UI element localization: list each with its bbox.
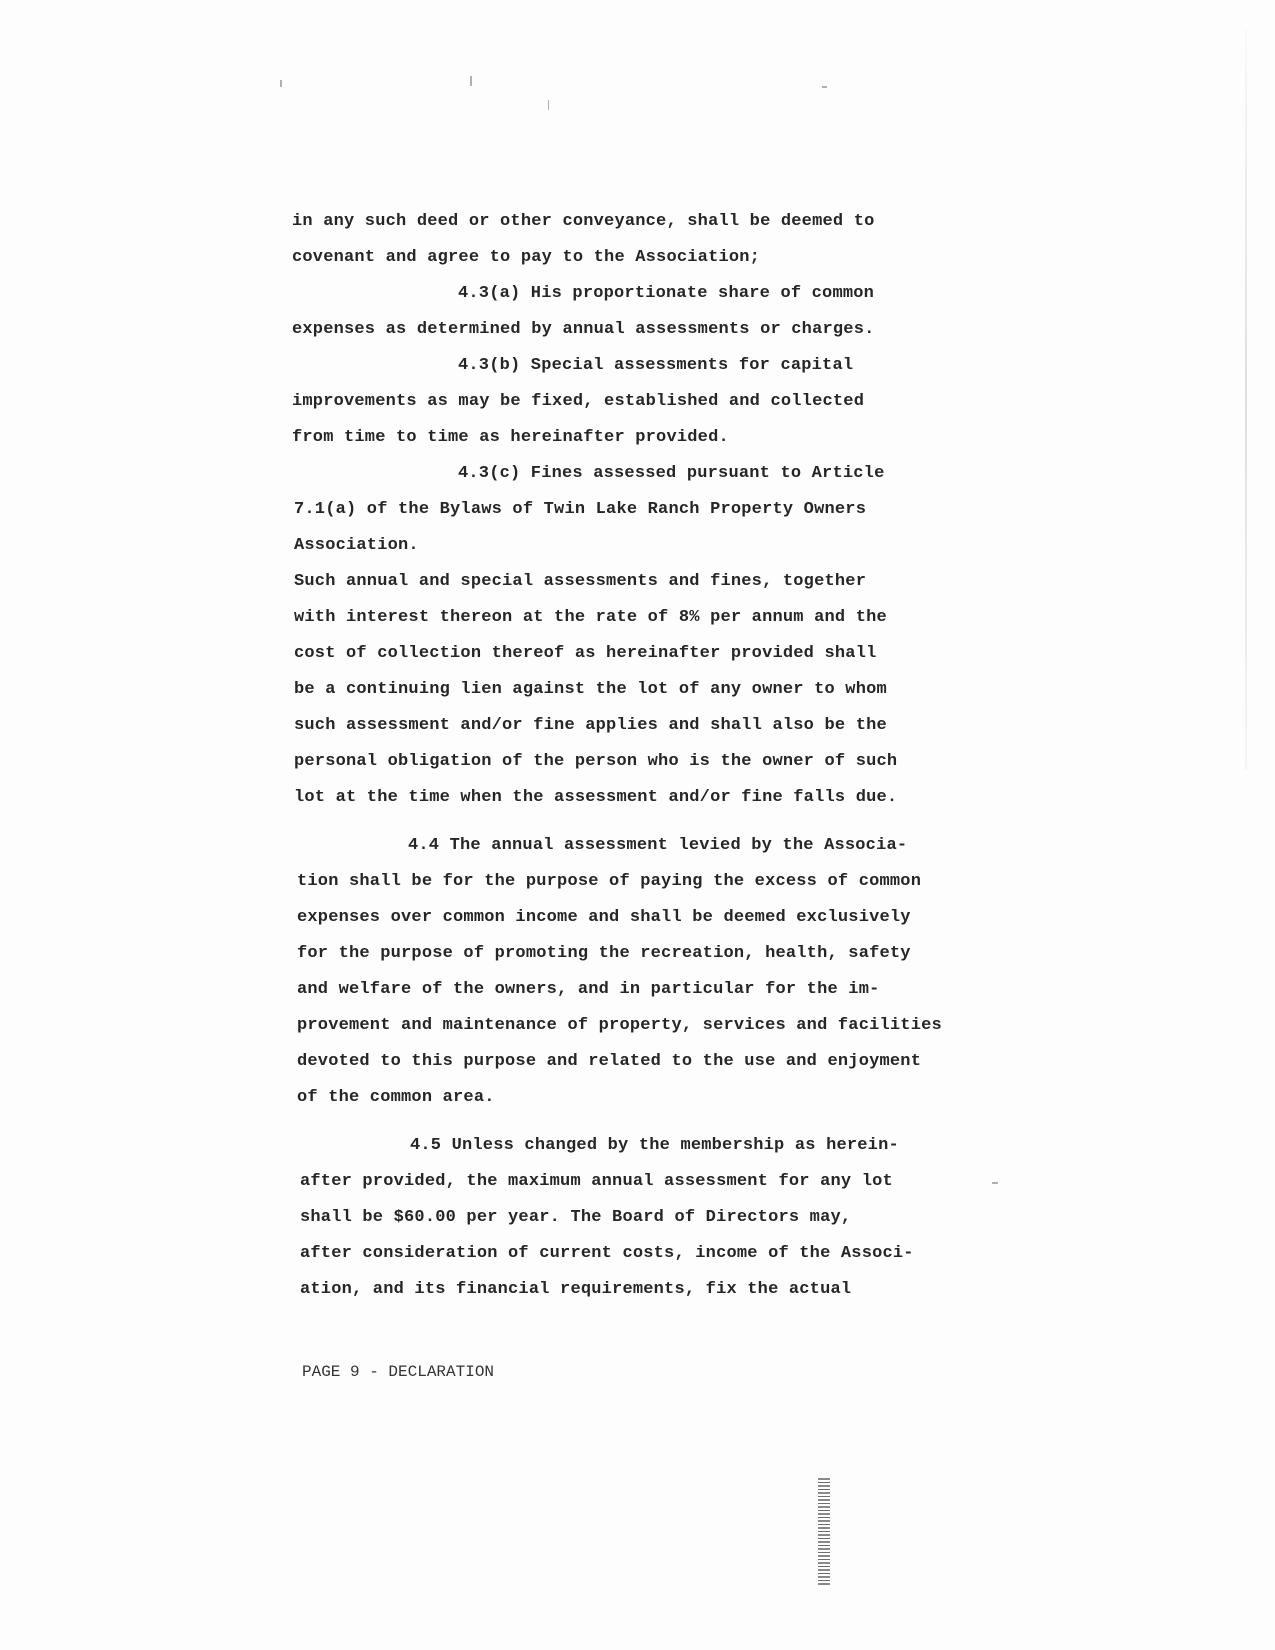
text-line: personal obligation of the person who is the owner of such bbox=[294, 752, 898, 771]
text-line: with interest thereon at the rate of 8% per annum and the bbox=[294, 608, 887, 627]
page-footer: PAGE 9 - DECLARATION bbox=[302, 1363, 495, 1381]
text-line: tion shall be for the purpose of paying the excess of common bbox=[297, 872, 922, 891]
scan-speck bbox=[548, 100, 549, 110]
scan-speck bbox=[822, 86, 827, 88]
text-line: 4.3(b) Special assessments for capital bbox=[458, 356, 854, 375]
text-line: after provided, the maximum annual assessment for any lot bbox=[300, 1172, 893, 1191]
text-line: after consideration of current costs, income of the Associ- bbox=[300, 1244, 914, 1263]
text-line: improvements as may be fixed, established and collected bbox=[292, 392, 865, 411]
text-line: 7.1(a) of the Bylaws of Twin Lake Ranch Property Owners bbox=[294, 500, 867, 519]
text-line: and welfare of the owners, and in particular for the im- bbox=[297, 980, 880, 999]
text-line: be a continuing lien against the lot of any owner to whom bbox=[294, 680, 887, 699]
text-line: 4.4 The annual assessment levied by the Associa- bbox=[408, 836, 908, 855]
scan-edge-shadow bbox=[1245, 30, 1247, 770]
scan-barcode-mark bbox=[818, 1478, 830, 1586]
text-line: covenant and agree to pay to the Association; bbox=[292, 248, 761, 267]
text-line: such assessment and/or fine applies and shall also be the bbox=[294, 716, 887, 735]
scan-speck bbox=[992, 1182, 998, 1184]
text-line: expenses over common income and shall be deemed exclusively bbox=[297, 908, 911, 927]
text-line: 4.5 Unless changed by the membership as herein- bbox=[410, 1136, 899, 1155]
text-line: cost of collection thereof as hereinafter provided shall bbox=[294, 644, 877, 663]
scan-speck bbox=[280, 80, 282, 87]
text-line: 4.3(a) His proportionate share of common bbox=[458, 284, 875, 303]
text-line: Association. bbox=[294, 536, 419, 555]
text-line: expenses as determined by annual assessments or charges. bbox=[292, 320, 875, 339]
text-line: of the common area. bbox=[297, 1088, 495, 1107]
text-line: ation, and its financial requirements, fix the actual bbox=[300, 1280, 852, 1299]
text-line: lot at the time when the assessment and/or fine falls due. bbox=[294, 788, 898, 807]
text-line: from time to time as hereinafter provided. bbox=[292, 428, 729, 447]
text-line: in any such deed or other conveyance, shall be deemed to bbox=[292, 212, 875, 231]
text-line: Such annual and special assessments and fines, together bbox=[294, 572, 867, 591]
text-line: shall be $60.00 per year. The Board of Directors may, bbox=[300, 1208, 852, 1227]
scan-speck bbox=[470, 76, 472, 86]
text-line: for the purpose of promoting the recreation, health, safety bbox=[297, 944, 911, 963]
text-line: 4.3(c) Fines assessed pursuant to Article bbox=[458, 464, 885, 483]
text-line: provement and maintenance of property, services and facilities bbox=[297, 1016, 942, 1035]
text-line: devoted to this purpose and related to the use and enjoyment bbox=[297, 1052, 922, 1071]
